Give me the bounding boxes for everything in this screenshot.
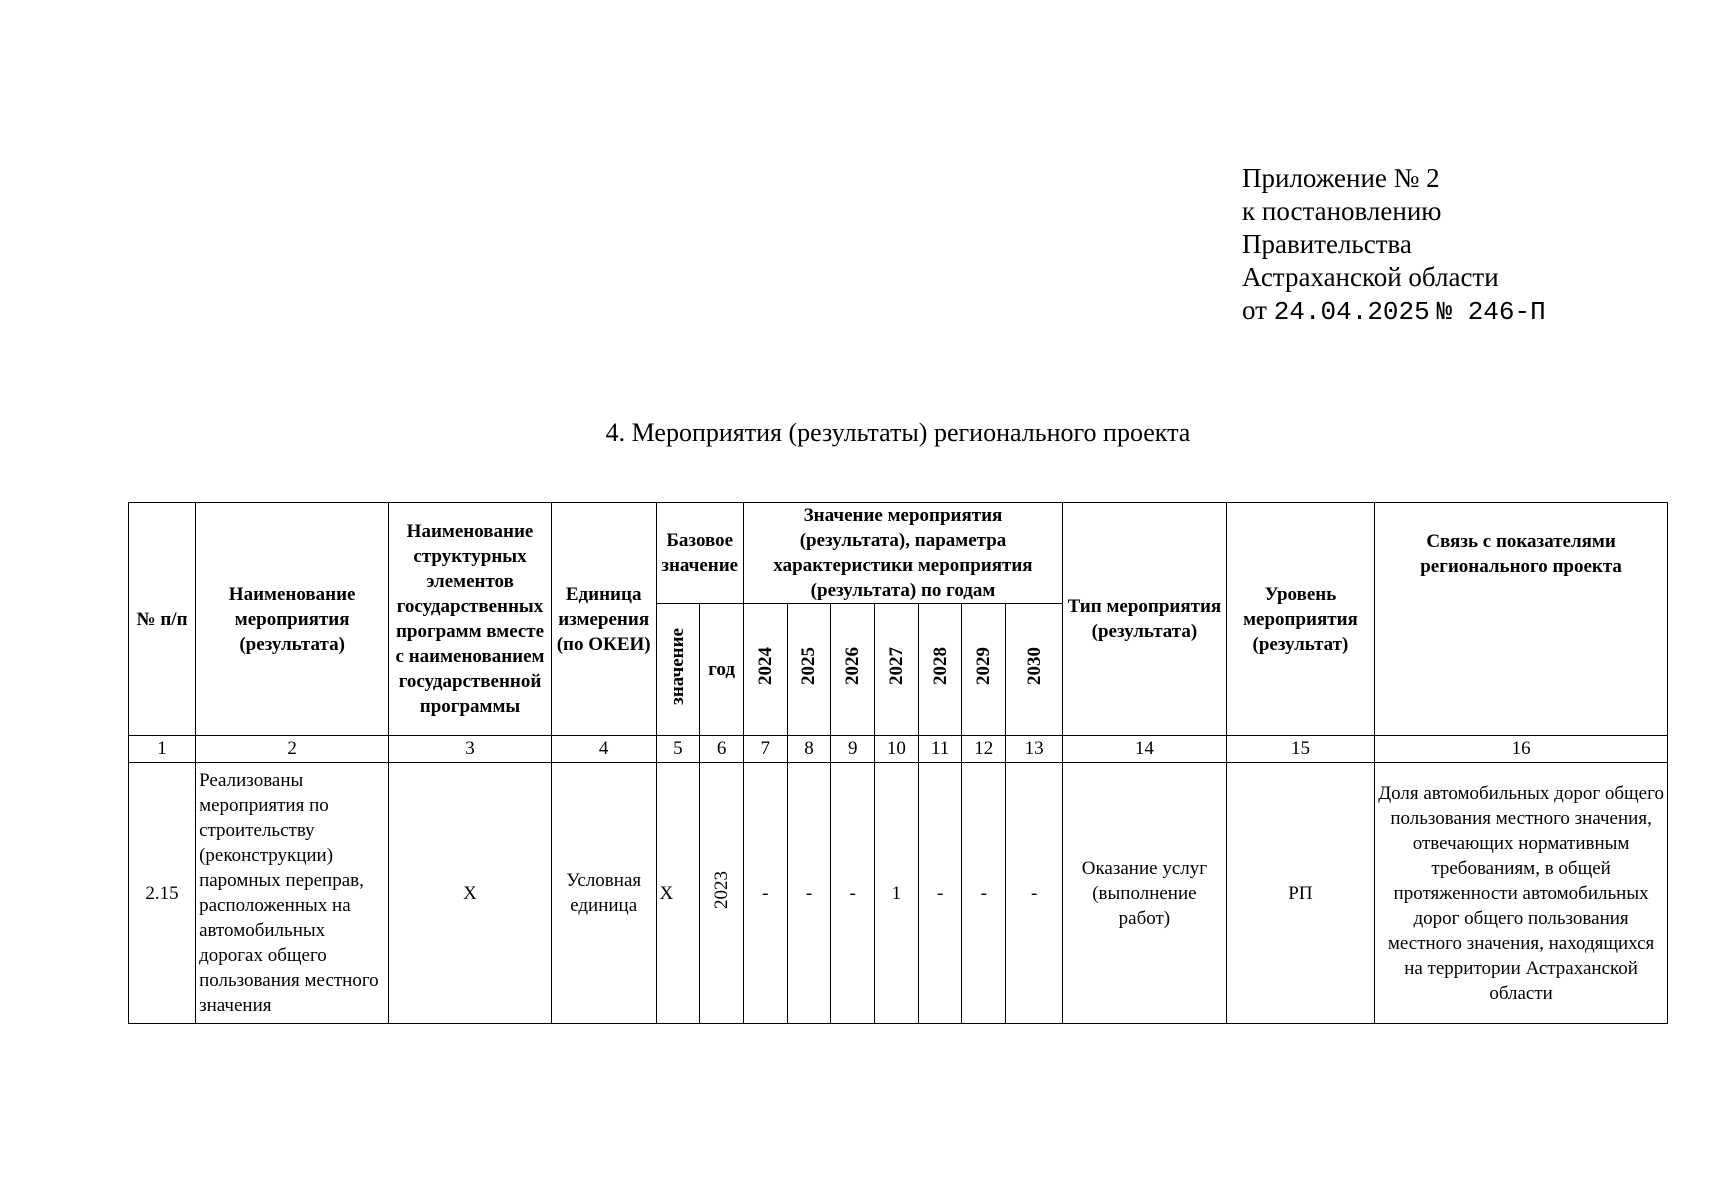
date-prefix: от bbox=[1242, 295, 1267, 325]
row-value-2025: - bbox=[787, 763, 831, 1024]
header-year-2030: 2030 bbox=[1006, 604, 1063, 736]
row-base-year: 2023 bbox=[700, 763, 744, 1024]
appendix-line-4: Астраханской области bbox=[1242, 262, 1499, 292]
column-number: 10 bbox=[875, 736, 919, 763]
results-table bbox=[128, 502, 1668, 1024]
column-number: 12 bbox=[962, 736, 1006, 763]
appendix-line-2: к постановлению bbox=[1242, 196, 1442, 226]
row-level: РП bbox=[1226, 763, 1374, 1024]
header-base-year: год bbox=[700, 604, 744, 736]
header-name: Наименование мероприятия (результата) bbox=[196, 503, 389, 736]
row-value-2028: - bbox=[918, 763, 962, 1024]
document-number: № 246-П bbox=[1436, 297, 1546, 327]
appendix-line-1: Приложение № 2 bbox=[1242, 163, 1440, 193]
header-year-2028: 2028 bbox=[918, 604, 962, 736]
row-value-2027: 1 bbox=[875, 763, 919, 1024]
row-name: Реализованы мероприятия по строительству (реконструкции) паромных переправ, расположенных на автомобильных дорогах общего пользования местного значения bbox=[196, 763, 389, 1024]
header-base-value: значение bbox=[656, 604, 700, 736]
document-date: 24.04.2025 bbox=[1273, 297, 1430, 327]
column-number: 4 bbox=[551, 736, 656, 763]
column-number: 11 bbox=[918, 736, 962, 763]
header-link: Связь с показателями регионального проекта bbox=[1375, 503, 1668, 736]
section-title: 4. Мероприятия (результаты) регионального проекта bbox=[605, 418, 1191, 447]
appendix-block bbox=[1242, 162, 1546, 329]
header-values: Значение мероприятия (результата), параметра характеристики мероприятия (результата) по годам bbox=[743, 503, 1062, 604]
column-number: 15 bbox=[1226, 736, 1374, 763]
row-num: 2.15 bbox=[129, 763, 196, 1024]
column-number: 6 bbox=[700, 736, 744, 763]
header-unit: Единица измерения (по ОКЕИ) bbox=[551, 503, 656, 736]
header-struct: Наименование структурных элементов государственных программ вместе с наименованием государственной программы bbox=[389, 503, 552, 736]
header-year-2024: 2024 bbox=[743, 604, 787, 736]
column-number: 9 bbox=[831, 736, 875, 763]
row-value-2029: - bbox=[962, 763, 1006, 1024]
header-type: Тип мероприятия (результата) bbox=[1063, 503, 1227, 736]
appendix-date-line bbox=[1242, 294, 1546, 329]
column-number: 3 bbox=[389, 736, 552, 763]
row-unit: Условная единица bbox=[551, 763, 656, 1024]
appendix-line-3: Правительства bbox=[1242, 229, 1412, 259]
header-num: № п/п bbox=[129, 503, 196, 736]
column-number: 1 bbox=[129, 736, 196, 763]
header-year-2026: 2026 bbox=[831, 604, 875, 736]
header-year-2027: 2027 bbox=[875, 604, 919, 736]
row-value-2024: - bbox=[743, 763, 787, 1024]
header-base: Базовое значение bbox=[656, 503, 743, 604]
row-type: Оказание услуг (выполнение работ) bbox=[1063, 763, 1227, 1024]
header-level: Уровень мероприятия (результат) bbox=[1226, 503, 1374, 736]
row-struct: Х bbox=[389, 763, 552, 1024]
column-number: 8 bbox=[787, 736, 831, 763]
row-value-2026: - bbox=[831, 763, 875, 1024]
column-number: 2 bbox=[196, 736, 389, 763]
column-number: 14 bbox=[1063, 736, 1227, 763]
table-row bbox=[129, 763, 1668, 1024]
column-number: 5 bbox=[656, 736, 700, 763]
row-base-value: Х bbox=[656, 763, 700, 1024]
column-number: 7 bbox=[743, 736, 787, 763]
header-year-2029: 2029 bbox=[962, 604, 1006, 736]
column-number-row bbox=[129, 736, 1668, 763]
column-number: 13 bbox=[1006, 736, 1063, 763]
row-link: Доля автомобильных дорог общего пользования местного значения, отвечающих нормативным требованиям, в общей протяженности автомобильных дорог общего пользования местного значения, находящихся на территории Астраханской области bbox=[1375, 763, 1668, 1024]
header-year-2025: 2025 bbox=[787, 604, 831, 736]
column-number: 16 bbox=[1375, 736, 1668, 763]
row-value-2030: - bbox=[1006, 763, 1063, 1024]
